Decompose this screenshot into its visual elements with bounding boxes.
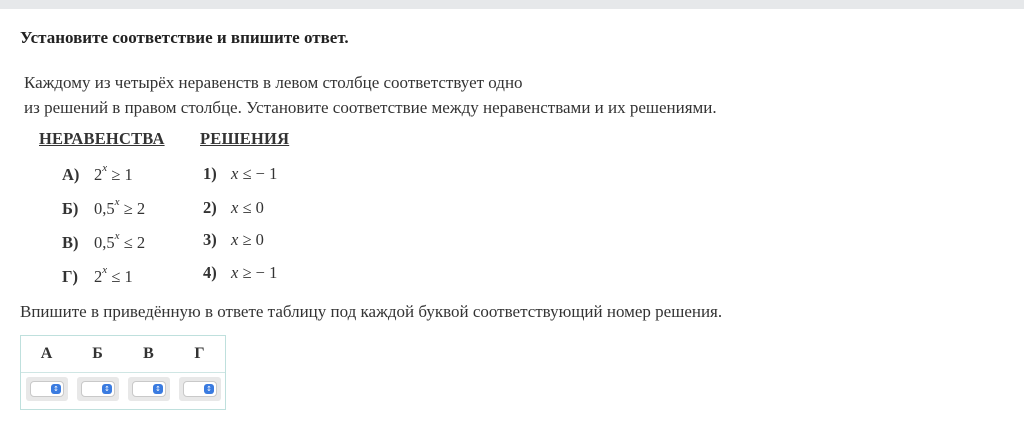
solution-1 <box>203 164 277 184</box>
inequality-exponent: x <box>102 264 108 276</box>
inequality-relation: ≤ 2 <box>123 232 146 252</box>
inequality-b <box>62 198 145 219</box>
solution-key: 1) <box>203 164 217 183</box>
inequality-exponent: x <box>114 230 120 242</box>
answer-header-b: Б <box>92 345 103 362</box>
inequality-key: Г) <box>62 266 78 286</box>
select-arrows-icon: ↕ <box>51 384 61 394</box>
inequality-key: А) <box>62 164 80 184</box>
answer-header-a: А <box>40 345 53 362</box>
answer-header-v: В <box>143 345 154 362</box>
top-bar <box>0 0 1024 9</box>
solution-key: 3) <box>203 230 217 249</box>
inequality-relation: ≤ 1 <box>111 266 133 286</box>
answer-select-b-box[interactable] <box>81 381 115 397</box>
inequality-key: В) <box>62 232 79 252</box>
solution-variable: x <box>231 164 239 183</box>
solution-relation: ≤ − 1 <box>242 164 278 183</box>
solution-variable: x <box>231 263 239 282</box>
solution-relation: ≤ 0 <box>242 198 264 217</box>
inequality-base: 2 <box>94 266 103 286</box>
inequality-relation: ≥ 2 <box>123 198 146 218</box>
solution-key: 4) <box>203 263 217 282</box>
task-title: Установите соответствие и впишите ответ. <box>20 28 349 47</box>
inequality-exponent: x <box>102 162 108 174</box>
intro-line-1: Каждому из четырёх неравенств в левом столбце соответствует одно <box>24 73 523 92</box>
solution-key: 2) <box>203 198 217 217</box>
solution-variable: x <box>231 198 239 217</box>
answer-instruction: Впишите в приведённую в ответе таблицу под каждой буквой соответствующий номер решения. <box>20 302 723 321</box>
answer-select-a-box[interactable] <box>30 381 64 397</box>
inequality-exponent: x <box>114 196 120 208</box>
solution-3 <box>203 230 264 250</box>
inequality-key: Б) <box>62 198 79 218</box>
inequality-a <box>62 164 133 185</box>
answer-select-a[interactable] <box>26 377 68 401</box>
inequality-base: 2 <box>94 164 103 184</box>
answer-select-v[interactable] <box>128 377 170 401</box>
answer-select-v-box[interactable] <box>132 381 166 397</box>
intro-line-2: из решений в правом столбце. Установите соответствие между неравенствами и их решениями. <box>24 98 717 117</box>
solution-2 <box>203 198 264 218</box>
solutions-header: РЕШЕНИЯ <box>200 129 290 148</box>
inequalities-header: НЕРАВЕНСТВА <box>39 129 165 148</box>
select-arrows-icon: ↕ <box>102 384 112 394</box>
answer-header-g: Г <box>194 345 205 362</box>
solution-4 <box>203 263 277 283</box>
inequality-g <box>62 266 133 287</box>
answer-table <box>20 335 226 410</box>
select-arrows-icon: ↕ <box>153 384 163 394</box>
answer-select-b[interactable] <box>77 377 119 401</box>
select-arrows-icon: ↕ <box>204 384 214 394</box>
answer-select-g-box[interactable] <box>183 381 217 397</box>
solution-relation: ≥ − 1 <box>242 263 278 282</box>
inequality-relation: ≥ 1 <box>111 164 133 184</box>
answer-table-divider <box>21 372 225 373</box>
inequality-v <box>62 232 145 253</box>
task-intro <box>24 70 1004 120</box>
solution-variable: x <box>231 230 239 249</box>
inequality-base: 0,5 <box>94 198 115 218</box>
solution-relation: ≥ 0 <box>242 230 264 249</box>
answer-select-g[interactable] <box>179 377 221 401</box>
inequality-base: 0,5 <box>94 232 115 252</box>
